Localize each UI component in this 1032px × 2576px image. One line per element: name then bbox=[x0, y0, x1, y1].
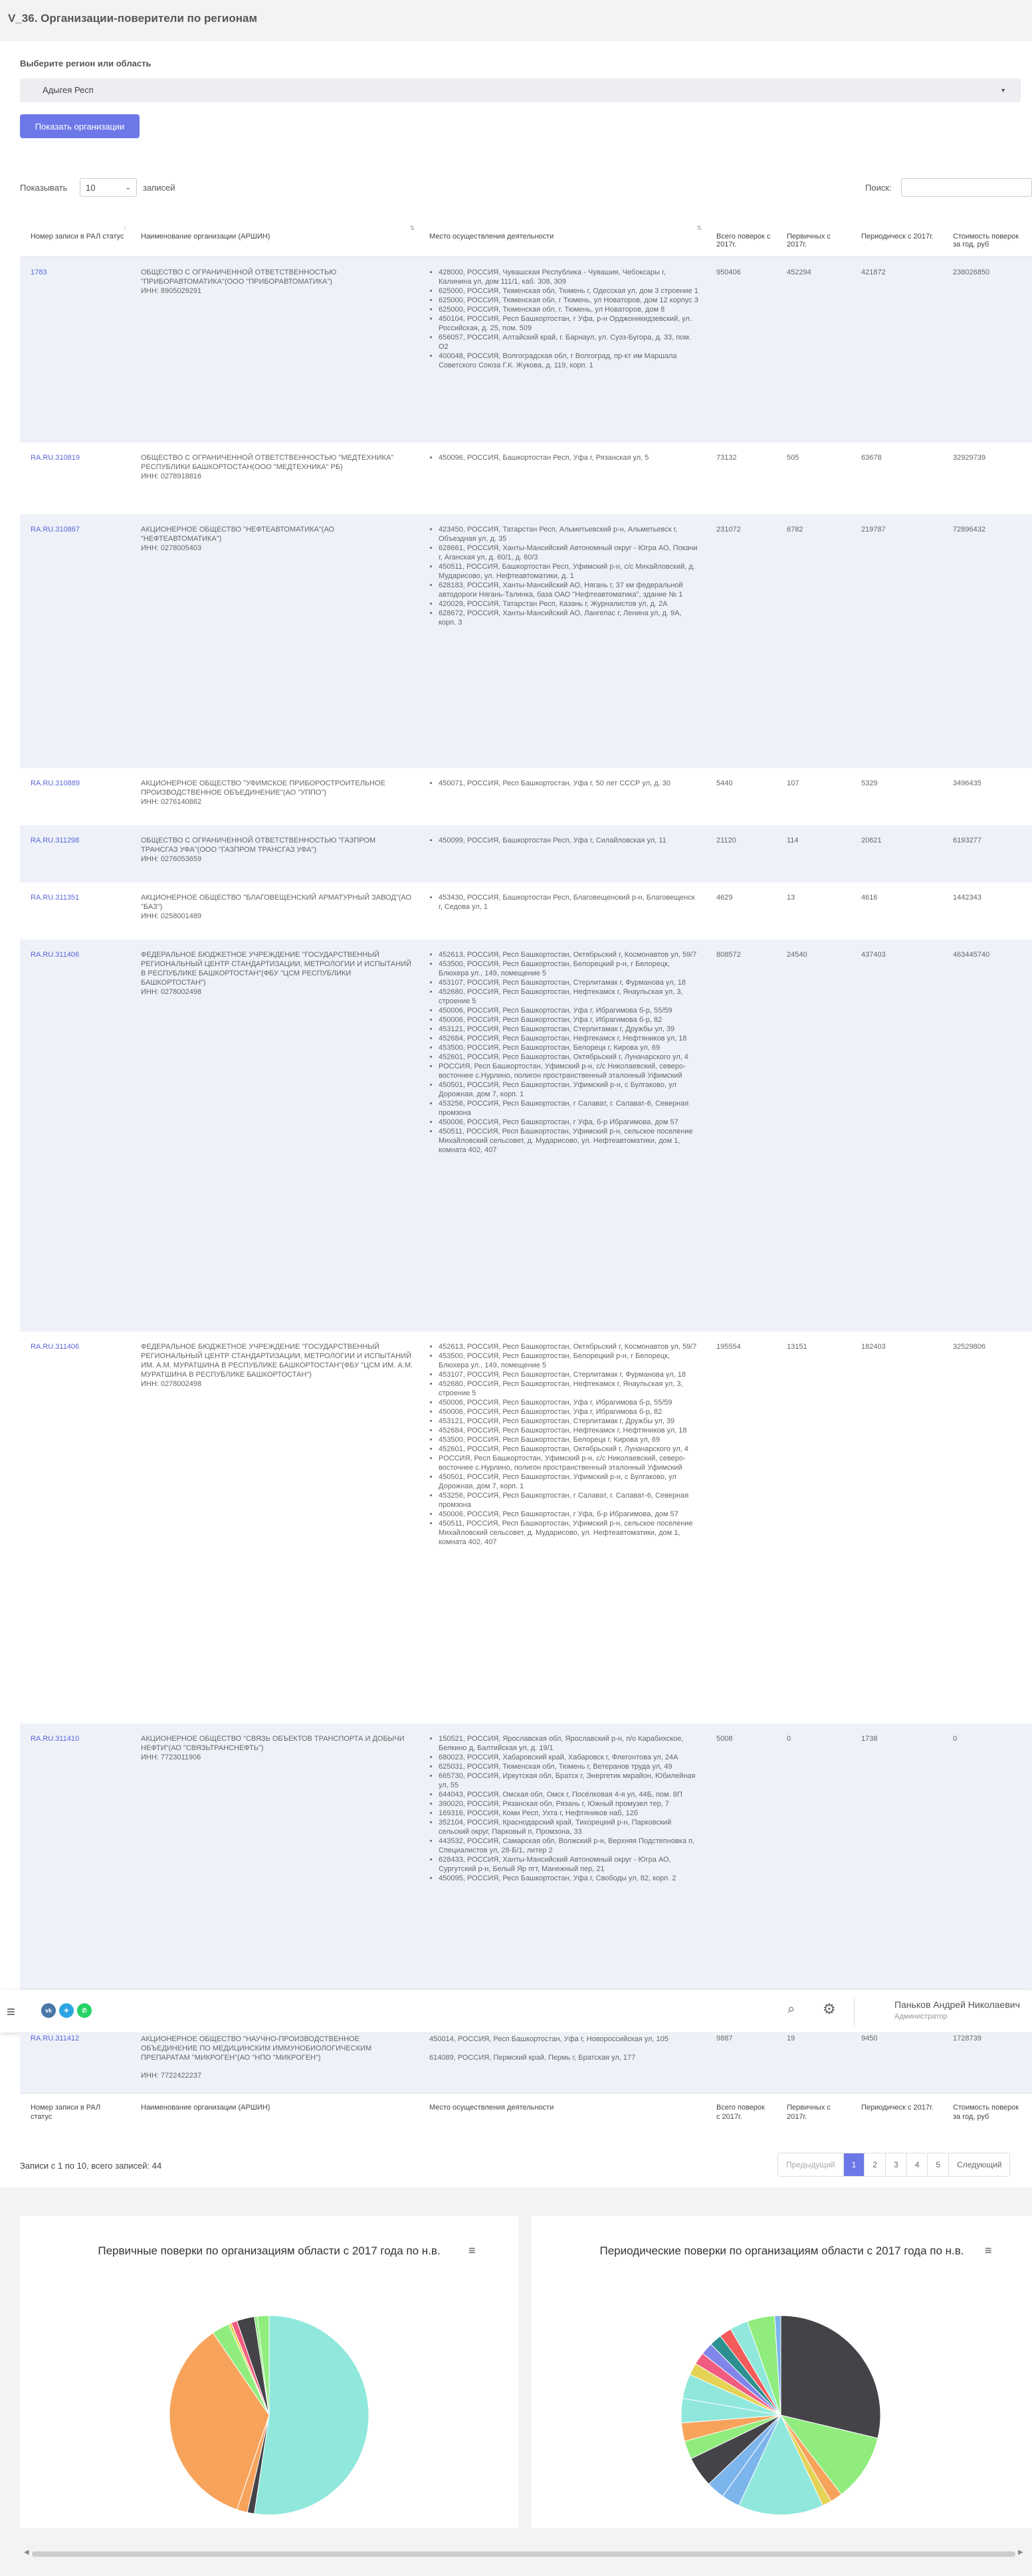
place-item: • РОССИЯ, Респ Башкортостан, Уфимский р-н, с/с Николаевский, северо-восточнее с.Нурлино, полигон пространственный эталонный Уфимский bbox=[439, 1454, 700, 1472]
org-name: АКЦИОНЕРНОЕ ОБЩЕСТВО "НЕФТЕАВТОМАТИКА"(АО "НЕФТЕАВТОМАТИКА") bbox=[141, 526, 335, 543]
record-number-cell bbox=[20, 514, 130, 768]
place-item: • 453107, РОССИЯ, Респ Башкортостан, Стерлитамак г, Фурманова ул, 18 bbox=[439, 1370, 700, 1379]
page-button-3[interactable]: 3 bbox=[885, 2153, 906, 2176]
vk-icon[interactable]: vk bbox=[41, 2003, 56, 2018]
org-name: АКЦИОНЕРНОЕ ОБЩЕСТВО "НАУЧНО-ПРОИЗВОДСТВЕННОЕ ОБЪЕДИНЕНИЕ ПО МЕДИЦИНСКИМ ИММУНОБИОЛОГИЧЕСКИМ ПРЕПАРАТАМ "МИКРОГЕН"(АО "НПО "МИКРОГЕН") bbox=[141, 2035, 372, 2062]
place-item: • 452680, РОССИЯ, Респ Башкортостан, Нефтекамск г, Янаульская ул, 3, строение 5 bbox=[439, 987, 700, 1006]
place-item: • 628183, РОССИЯ, Ханты-Мансийский АО, Нягань г, 37 км федеральной автодороги Нягань-Талинка, база ОАО "Нефтеавтоматика", здание № 1 bbox=[439, 581, 700, 599]
periodic-count: 182403 bbox=[861, 1343, 886, 1351]
places-list bbox=[429, 836, 700, 845]
search-icon[interactable]: ⌕ bbox=[787, 2002, 795, 2017]
org-inn: ИНН: 0278918816 bbox=[141, 472, 202, 480]
place-item: • 450096, РОССИЯ, Башкортостан Респ, Уфа г, Рязанская ул, 5 bbox=[439, 453, 700, 462]
primary-chart-card bbox=[20, 2216, 518, 2528]
place-item: • 665730, РОССИЯ, Иркутская обл, Братск г, Энергетик мкрайон, Юбилейная ул, 55 bbox=[439, 1771, 700, 1790]
periodic-count: 20621 bbox=[851, 825, 942, 882]
table-row bbox=[20, 825, 1032, 882]
org-name-cell bbox=[130, 825, 419, 882]
page-length-value: 10 bbox=[86, 183, 96, 193]
total-count: 5008 bbox=[706, 1724, 776, 2026]
place-item: • 450104, РОССИЯ, Респ Башкортостан, г Уфа, р-н Орджоникидзевский, ул. Российская, д. 25, пом. 509 bbox=[439, 314, 700, 333]
place-item: • 450071, РОССИЯ, Респ Башкортостан, Уфа г, 50 лет СССР ул, д. 30 bbox=[439, 779, 700, 788]
table-row bbox=[20, 2033, 1032, 2093]
place-item: • 450099, РОССИЯ, Башкортостан Респ, Уфа г, Силайловская ул, 11 bbox=[439, 836, 700, 845]
table-row bbox=[20, 940, 1032, 1332]
place-item: • 450501, РОССИЯ, Респ Башкортостан, Уфимский р-н, с Булгаково, ул Дорожная, дом 7, корп. 1 bbox=[439, 1472, 700, 1491]
place-item: • 450006, РОССИЯ, Респ Башкортостан, Уфа г, Ибрагимова б-р, 55/59 bbox=[439, 1006, 700, 1015]
primary-count: 24540 bbox=[776, 940, 851, 1332]
show-organizations-button[interactable]: Показать организации bbox=[20, 114, 140, 138]
primary-count: 0 bbox=[776, 1724, 851, 2026]
place-item: • 628433, РОССИЯ, Ханты-Мансийский Автономный округ - Югра АО, Сургутский р-н, Белый Яр пгт, Манежный пер, 21 bbox=[439, 1855, 700, 1874]
place-item: • 452613, РОССИЯ, Респ Башкортостан, Октябрьский г, Космонавтов ул, 59/7 bbox=[439, 950, 700, 959]
total-count: 808572 bbox=[706, 940, 776, 1332]
chevron-down-icon: ⌄ bbox=[125, 184, 131, 191]
org-inn: ИНН: 0276053659 bbox=[141, 855, 202, 863]
place-item: • 450095, РОССИЯ, Респ Башкортостан, Уфа г, Свободы ул, 82, корп. 2 bbox=[439, 1874, 700, 1883]
place-item: • 628661, РОССИЯ, Ханты-Мансийский Автономный округ - Югра АО, Покачи г, Аганская ул, д. 60/1, д. 60/3 bbox=[439, 544, 700, 562]
scroll-left-icon[interactable]: ◀ bbox=[24, 2549, 29, 2556]
column-header-periodic[interactable]: Периодическ с 2017г. bbox=[851, 219, 942, 256]
places-cell bbox=[419, 768, 706, 825]
place-item: • 453500, РОССИЯ, Респ Башкортостан, Белорецкий р-н, г Белорецк, Блюхера ул., 149, помещение 5 bbox=[439, 959, 700, 978]
chart-title: Периодические поверки по организациям области с 2017 года по н.в. bbox=[599, 2244, 964, 2257]
show-entries-label: Показывать bbox=[20, 183, 68, 193]
footer-col-total: Всего поверок с 2017г. bbox=[716, 2104, 765, 2121]
record-number-cell bbox=[20, 825, 130, 882]
record-number-cell bbox=[20, 882, 130, 940]
entries-suffix-label: записей bbox=[143, 183, 175, 193]
cost-value: 6193277 bbox=[942, 825, 1032, 882]
place-item: • 450511, РОССИЯ, Башкортостан Респ, Уфимский р-н, с/с Михайловский, д. Мударисово, ул. Нефтеавтоматики, д. 1 bbox=[439, 562, 700, 581]
org-name-cell bbox=[130, 256, 419, 443]
place-item: • 452601, РОССИЯ, Респ Башкортостан, Октябрьский г, Луначарского ул, 4 bbox=[439, 1444, 700, 1454]
place-item: • РОССИЯ, Респ Башкортостан, Уфимский р-н, с/с Николаевский, северо-восточнее с.Нурлино, полигон пространственный эталонный Уфимский bbox=[439, 1062, 700, 1080]
cost-value: 32929739 bbox=[953, 454, 985, 462]
place-item: • 390020, РОССИЯ, Рязанская обл, Рязань г, Южный промузел тер, 7 bbox=[439, 1799, 700, 1809]
place-item: • 450006, РОССИЯ, Респ Башкортостан, Уфа г, Ибрагимова б-р, 55/59 bbox=[439, 1398, 700, 1407]
record-link[interactable]: RA.RU.310819 bbox=[31, 454, 80, 462]
record-link[interactable]: RA.RU.311410 bbox=[31, 1735, 80, 1743]
place-item: • 453500, РОССИЯ, Респ Башкортостан, Белорецк г, Кирова ул, 69 bbox=[439, 1435, 700, 1444]
chart-menu-icon[interactable]: ≡ bbox=[985, 2244, 992, 2257]
table-footer-row bbox=[20, 2093, 1032, 2147]
places-list bbox=[429, 893, 700, 912]
org-inn: ИНН: 0278005403 bbox=[141, 544, 202, 552]
primary-count: 6782 bbox=[776, 514, 851, 768]
org-inn: ИНН: 0278002498 bbox=[141, 1380, 202, 1388]
page-button-4[interactable]: 4 bbox=[906, 2153, 928, 2176]
place-item: • 352104, РОССИЯ, Краснодарский край, Тихорецкий р-н, Парковский сельский округ, Парковый п, Промзона, 33 bbox=[439, 1818, 700, 1836]
table-row bbox=[20, 256, 1032, 443]
place-item: • 625000, РОССИЯ, Тюменская обл, г Тюмень, ул Новаторов, дом 12 корпус 3 bbox=[439, 296, 700, 305]
page-button-1[interactable]: 1 bbox=[843, 2153, 865, 2176]
places-list bbox=[429, 268, 700, 370]
table-row bbox=[20, 882, 1032, 940]
cost-value: 72896432 bbox=[942, 514, 1032, 768]
periodic-count: 421872 bbox=[851, 256, 942, 443]
table-row bbox=[20, 443, 1032, 514]
footer-col-cost: Стоимость поверок за год, руб bbox=[953, 2104, 1019, 2121]
place-item: • 452684, РОССИЯ, Респ Башкортостан, Нефтекамск г, Нефтяников ул, 18 bbox=[439, 1426, 700, 1435]
table-row bbox=[20, 1724, 1032, 2026]
org-name-cell bbox=[130, 940, 419, 1332]
place-item: • 453121, РОССИЯ, Респ Башкортостан, Стерлитамак г, Дружбы ул, 39 bbox=[439, 1025, 700, 1034]
top-navbar bbox=[0, 1990, 1032, 2032]
place-item: • 625031, РОССИЯ, Тюменская обл, Тюмень г, Ветеранов труда ул, 49 bbox=[439, 1762, 700, 1771]
chart-menu-icon[interactable]: ≡ bbox=[468, 2244, 476, 2257]
periodic-count: 4616 bbox=[861, 894, 878, 902]
periodic-count: 437403 bbox=[851, 940, 942, 1332]
scroll-right-icon[interactable]: ▶ bbox=[1018, 2549, 1023, 2556]
place-item: 450014, РОССИЯ, Респ Башкортостан, Уфа г, Новороссийская ул, 105 bbox=[429, 2035, 669, 2043]
sort-icon: ⇅ bbox=[696, 225, 702, 231]
places-list bbox=[429, 779, 700, 788]
place-item: • 452684, РОССИЯ, Респ Башкортостан, Нефтекамск г, Нефтяников ул, 18 bbox=[439, 1034, 700, 1043]
record-link[interactable]: RA.RU.311412 bbox=[31, 2034, 80, 2042]
place-item: • 628672, РОССИЯ, Ханты-Мансийский АО, Лангепас г, Ленина ул, д. 9А, корп. 3 bbox=[439, 609, 700, 627]
next-page-button[interactable]: Следующий bbox=[948, 2153, 1009, 2176]
primary-count: 13 bbox=[787, 894, 795, 902]
record-link[interactable]: RA.RU.310867 bbox=[31, 526, 80, 534]
org-name-cell bbox=[130, 1724, 419, 2026]
place-item: • 453107, РОССИЯ, Респ Башкортостан, Стерлитамак г, Фурманова ул, 18 bbox=[439, 978, 700, 987]
place-item: • 450511, РОССИЯ, Респ Башкортостан, Уфимский р-н, сельское поселение Михайловский сельсовет, д. Мударисово, ул. Нефтеавтоматики, дом 1, комната 402, 407 bbox=[439, 1519, 700, 1547]
place-item: • 453256, РОССИЯ, Респ Башкортостан, г Салават, г. Салават-6, Северная промзона bbox=[439, 1491, 700, 1510]
place-item: • 450006, РОССИЯ, Респ Башкортостан, г Уфа, б-р Ибрагимова, дом 57 bbox=[439, 1510, 700, 1519]
primary-count: 505 bbox=[787, 454, 799, 462]
user-name[interactable]: Паньков Андрей Николаевич bbox=[894, 1999, 1020, 2010]
places-cell bbox=[419, 443, 706, 514]
place-item: • 450006, РОССИЯ, Респ Башкортостан, Уфа г, Ибрагимова б-р, 82 bbox=[439, 1407, 700, 1417]
chevron-down-icon: ▼ bbox=[1000, 87, 1006, 94]
org-inn: ИНН: 0258001489 bbox=[141, 912, 202, 920]
column-header-total[interactable]: Всего поверок с 2017г. bbox=[706, 219, 776, 256]
total-count: 195554 bbox=[716, 1343, 741, 1351]
place-item: • 625000, РОССИЯ, Тюменская обл, г. Тюмень, ул Новаторов, дом 8 bbox=[439, 305, 700, 314]
primary-count: 114 bbox=[776, 825, 851, 882]
region-selected-value: Адыгея Респ bbox=[43, 85, 94, 95]
org-inn: ИНН: 7722422237 bbox=[141, 2072, 202, 2080]
organizations-table bbox=[20, 219, 1032, 2026]
place-item: • 450501, РОССИЯ, Респ Башкортостан, Уфимский р-н, с Булгаково, ул Дорожная, дом 7, корп. 1 bbox=[439, 1080, 700, 1099]
search-input[interactable] bbox=[901, 178, 1032, 197]
record-link[interactable]: RA.RU.311298 bbox=[31, 837, 80, 844]
total-count: 5440 bbox=[716, 779, 733, 787]
record-link[interactable]: RA.RU.311406 bbox=[31, 951, 80, 959]
table-header-row bbox=[20, 219, 1032, 256]
org-name-cell bbox=[130, 514, 419, 768]
cost-value: 32529806 bbox=[953, 1343, 985, 1351]
record-number-cell bbox=[20, 1332, 130, 1724]
org-name: АКЦИОНЕРНОЕ ОБЩЕСТВО "БЛАГОВЕЩЕНСКИЙ АРМАТУРНЫЙ ЗАВОД"(АО "БАЗ") bbox=[141, 894, 412, 911]
gear-icon[interactable]: ⚙ bbox=[823, 2001, 836, 2017]
cost-value: 463445740 bbox=[942, 940, 1032, 1332]
place-item: • 452613, РОССИЯ, Респ Башкортостан, Октябрьский г, Космонавтов ул, 59/7 bbox=[439, 1342, 700, 1351]
total-count: 4629 bbox=[716, 894, 733, 902]
primary-count: 107 bbox=[787, 779, 799, 787]
places-cell bbox=[419, 256, 706, 443]
place-item: • 644043, РОССИЯ, Омская обл, Омск г, Посёлковая 4-я ул, 44Б, пом. 8П bbox=[439, 1790, 700, 1799]
record-link[interactable]: RA.RU.311351 bbox=[31, 894, 80, 902]
place-item: • 420029, РОССИЯ, Татарстан Респ, Казань г, Журналистов ул, д. 2А bbox=[439, 599, 700, 609]
periodic-count: 63678 bbox=[861, 454, 882, 462]
page-button-5[interactable]: 5 bbox=[927, 2153, 948, 2176]
org-inn: ИНН: 0278002498 bbox=[141, 988, 202, 996]
org-name: ФЕДЕРАЛЬНОЕ БЮДЖЕТНОЕ УЧРЕЖДЕНИЕ "ГОСУДАРСТВЕННЫЙ РЕГИОНАЛЬНЫЙ ЦЕНТР СТАНДАРТИЗАЦИИ, МЕТРОЛОГИИ И ИСПЫТАНИЙ В РЕСПУБЛИКЕ БАШКОРТОСТАН"(ФБУ "ЦСМ РЕСПУБЛИКИ БАШКОРТОСТАН") bbox=[141, 951, 411, 987]
places-cell bbox=[419, 940, 706, 1332]
org-name: АКЦИОНЕРНОЕ ОБЩЕСТВО "УФИМСКОЕ ПРИБОРОСТРОИТЕЛЬНОЕ ПРОИЗВОДСТВЕННОЕ ОБЪЕДИНЕНИЕ"(АО "УППО") bbox=[141, 779, 385, 797]
periodic-chart-card bbox=[532, 2216, 1032, 2528]
cost-value: 1728739 bbox=[953, 2034, 981, 2042]
page-button-2[interactable]: 2 bbox=[864, 2153, 885, 2176]
org-name-cell bbox=[130, 768, 419, 825]
sort-asc-icon: ↑ bbox=[123, 225, 126, 231]
footer-col-place: Место осуществления деятельности bbox=[429, 2104, 554, 2112]
record-number-cell bbox=[20, 256, 130, 443]
footer-col-num: Номер записи в РАЛ статус bbox=[31, 2104, 101, 2121]
place-item: • 453256, РОССИЯ, Респ Башкортостан, г Салават, г. Салават-6, Северная промзона bbox=[439, 1099, 700, 1118]
primary-count: 19 bbox=[787, 2034, 795, 2042]
place-item: • 150521, РОССИЯ, Ярославская обл, Ярославский р-н, п/о Карабихское, Белкино д, Балтийская ул, д. 19/1 bbox=[439, 1734, 700, 1753]
sort-icon: ⇅ bbox=[409, 225, 415, 231]
places-list bbox=[429, 1342, 700, 1547]
search-label: Поиск: bbox=[865, 183, 892, 193]
hamburger-menu-icon[interactable]: ≡ bbox=[7, 2003, 15, 2020]
place-item: • 453430, РОССИЯ, Башкортостан Респ, Благовещенский р-н, Благовещенск г, Седова ул, 1 bbox=[439, 893, 700, 912]
place-item: • 428000, РОССИЯ, Чувашская Республика - Чувашия, Чебоксары г, Калинина ул, дом 111/1, каб. 308, 309 bbox=[439, 268, 700, 286]
place-item: • 169316, РОССИЯ, Коми Респ, Ухта г, Нефтяников наб, 12б bbox=[439, 1809, 700, 1818]
places-list bbox=[429, 453, 700, 462]
place-item: • 450511, РОССИЯ, Респ Башкортостан, Уфимский р-н, сельское поселение Михайловский сельсовет, д. Мударисово, ул. Нефтеавтоматики, дом 1, комната 402, 407 bbox=[439, 1127, 700, 1155]
pie-slice-0[interactable] bbox=[255, 2316, 369, 2515]
region-label: Выберите регион или область bbox=[20, 58, 152, 68]
periodic-count: 219787 bbox=[851, 514, 942, 768]
table-row bbox=[20, 514, 1032, 768]
total-count: 231072 bbox=[706, 514, 776, 768]
record-link[interactable]: RA.RU.311406 bbox=[31, 1343, 80, 1351]
total-count: 21120 bbox=[706, 825, 776, 882]
place-item: • 453121, РОССИЯ, Респ Башкортостан, Стерлитамак г, Дружбы ул, 39 bbox=[439, 1417, 700, 1426]
org-name-cell bbox=[130, 443, 419, 514]
primary-count: 13151 bbox=[787, 1343, 807, 1351]
record-number-cell bbox=[20, 940, 130, 1332]
places-cell bbox=[419, 514, 706, 768]
place-item: • 443532, РОССИЯ, Самарская обл, Волжский р-н, Верхняя Подстепновка п, Специалистов ул, 28-Б/1, литер 2 bbox=[439, 1836, 700, 1855]
org-name-cell bbox=[130, 882, 419, 940]
org-name: ОБЩЕСТВО С ОГРАНИЧЕННОЙ ОТВЕТСТВЕННОСТЬЮ "МЕДТЕХНИКА" РЕСПУБЛИКИ БАШКОРТОСТАН(ООО "МЕДТЕХНИКА" РБ) bbox=[141, 454, 394, 471]
org-name-cell bbox=[130, 1332, 419, 1724]
cost-value: 1442343 bbox=[953, 894, 981, 902]
place-item: 614089, РОССИЯ, Пермский край, Пермь г, Братская ул, 177 bbox=[429, 2054, 636, 2062]
record-number-cell bbox=[20, 443, 130, 514]
page-title: V_36. Организации-поверители по регионам bbox=[8, 12, 258, 25]
record-link[interactable]: 1783 bbox=[31, 268, 47, 276]
primary-pie-chart bbox=[20, 2216, 518, 2528]
table-row bbox=[20, 768, 1032, 825]
org-name: ФЕДЕРАЛЬНОЕ БЮДЖЕТНОЕ УЧРЕЖДЕНИЕ "ГОСУДАРСТВЕННЫЙ РЕГИОНАЛЬНЫЙ ЦЕНТР СТАНДАРТИЗАЦИИ, МЕТРОЛОГИИ И ИСПЫТАНИЙ ИМ. А.М. МУРАТШИНА В РЕСПУБЛИКЕ БАШКОРТОСТАН"(ФБУ "ЦСМ ИМ. А.М. МУРАТШИНА В РЕСПУБЛИКЕ БАШКОРТОСТАН") bbox=[141, 1343, 413, 1379]
periodic-count: 5329 bbox=[861, 779, 878, 787]
cost-value: 238026850 bbox=[942, 256, 1032, 443]
total-count: 9887 bbox=[716, 2034, 733, 2042]
column-header-name[interactable]: Наименование организации (АРШИН) ⇅ bbox=[130, 219, 419, 256]
place-item: • 453500, РОССИЯ, Респ Башкортостан, Белорецкий р-н, г Белорецк, Блюхера ул., 149, помещение 5 bbox=[439, 1351, 700, 1370]
org-name: ОБЩЕСТВО С ОГРАНИЧЕННОЙ ОТВЕТСТВЕННОСТЬЮ "ГАЗПРОМ ТРАНСГАЗ УФА"(ООО "ГАЗПРОМ ТРАНСГАЗ УФА") bbox=[141, 837, 376, 854]
pagination bbox=[777, 2153, 1010, 2177]
place-item: • 452601, РОССИЯ, Респ Башкортостан, Октябрьский г, Луначарского ул, 4 bbox=[439, 1052, 700, 1062]
total-count: 73132 bbox=[716, 454, 737, 462]
prev-page-button[interactable]: Предыдущий bbox=[786, 2160, 835, 2169]
column-header-place[interactable]: Место осуществления деятельности ⇅ bbox=[419, 219, 706, 256]
place-item: • 400048, РОССИЯ, Волгоградская обл, г Волгоград, пр-кт им Маршала Советского Союза Г.К. Жукова, д. 119, корп. 1 bbox=[439, 351, 700, 370]
places-list bbox=[429, 950, 700, 1155]
total-count: 950406 bbox=[706, 256, 776, 443]
column-header-primary[interactable]: Первичных с 2017г. bbox=[776, 219, 851, 256]
places-list bbox=[429, 1734, 700, 1883]
record-link[interactable]: RA.RU.310889 bbox=[31, 779, 80, 787]
periodic-pie-chart bbox=[532, 2216, 1032, 2528]
org-inn: ИНН: 0276140862 bbox=[141, 798, 202, 806]
chart-title: Первичные поверки по организациям области с 2017 года по н.в. bbox=[98, 2244, 441, 2257]
record-number-cell bbox=[20, 768, 130, 825]
places-list bbox=[429, 525, 700, 627]
telegram-icon[interactable]: ✈ bbox=[59, 2003, 74, 2018]
periodic-count: 9450 bbox=[861, 2034, 878, 2042]
page-length-select[interactable] bbox=[80, 178, 137, 197]
org-name: ОБЩЕСТВО С ОГРАНИЧЕННОЙ ОТВЕТСТВЕННОСТЬЮ "ПРИБОРАВТОМАТИКА"(ООО "ПРИБОРАВТОМАТИКА") bbox=[141, 268, 337, 286]
place-item: • 450006, РОССИЯ, Респ Башкортостан, г Уфа, б-р Ибрагимова, дом 57 bbox=[439, 1118, 700, 1127]
table-row bbox=[20, 1332, 1032, 1724]
divider bbox=[854, 1997, 855, 2026]
place-item: • 656057, РОССИЯ, Алтайский край, г. Барнаул, ул. Суэз-Бугора, д. 33, пом. О2 bbox=[439, 333, 700, 351]
place-item: • 450006, РОССИЯ, Респ Башкортостан, Уфа г, Ибрагимова б-р, 82 bbox=[439, 1015, 700, 1025]
cost-value: 3496435 bbox=[953, 779, 981, 787]
place-item: • 452680, РОССИЯ, Респ Башкортостан, Нефтекамск г, Янаульская ул, 3, строение 5 bbox=[439, 1379, 700, 1398]
org-inn: ИНН: 8905029291 bbox=[141, 286, 202, 295]
places-cell bbox=[419, 1332, 706, 1724]
horizontal-scrollbar[interactable] bbox=[32, 2551, 1015, 2557]
place-item: • 625000, РОССИЯ, Тюменская обл, Тюмень г, Одесская ул, дом 3 строение 1 bbox=[439, 286, 700, 296]
user-role: Администратор bbox=[894, 2013, 948, 2021]
place-item: • 453500, РОССИЯ, Респ Башкортостан, Белорецк г, Кирова ул, 69 bbox=[439, 1043, 700, 1052]
place-item: • 680023, РОССИЯ, Хабаровский край, Хабаровск г, Флегонтова ул, 24А bbox=[439, 1753, 700, 1762]
footer-col-name: Наименование организации (АРШИН) bbox=[141, 2104, 270, 2112]
region-select[interactable] bbox=[20, 78, 1021, 102]
primary-count: 452294 bbox=[776, 256, 851, 443]
footer-col-periodic: Периодическ с 2017г. bbox=[861, 2104, 934, 2112]
places-cell bbox=[419, 882, 706, 940]
column-header-cost[interactable]: Стоимость поверок за год, руб bbox=[942, 219, 1032, 256]
places-cell bbox=[419, 1724, 706, 2026]
whatsapp-icon[interactable]: ✆ bbox=[77, 2003, 92, 2018]
footer-col-primary: Первичных с 2017г. bbox=[787, 2104, 831, 2121]
table-info: Записи с 1 по 10, всего записей: 44 bbox=[20, 2161, 162, 2171]
places-cell bbox=[419, 825, 706, 882]
org-inn: ИНН: 7723011906 bbox=[141, 1753, 201, 1761]
place-item: • 423450, РОССИЯ, Татарстан Респ, Альметьевский р-н, Альметьевск г, Объездная ул, д. 35 bbox=[439, 525, 700, 544]
periodic-count: 1738 bbox=[851, 1724, 942, 2026]
column-header-num[interactable]: Номер записи в РАЛ статус ↑ bbox=[20, 219, 130, 256]
record-number-cell bbox=[20, 1724, 130, 2026]
cost-value: 0 bbox=[942, 1724, 1032, 2026]
org-name: АКЦИОНЕРНОЕ ОБЩЕСТВО "СВЯЗЬ ОБЪЕКТОВ ТРАНСПОРТА И ДОБЫЧИ НЕФТИ"(АО "СВЯЗЬТРАНСНЕФТЬ") bbox=[141, 1735, 405, 1752]
